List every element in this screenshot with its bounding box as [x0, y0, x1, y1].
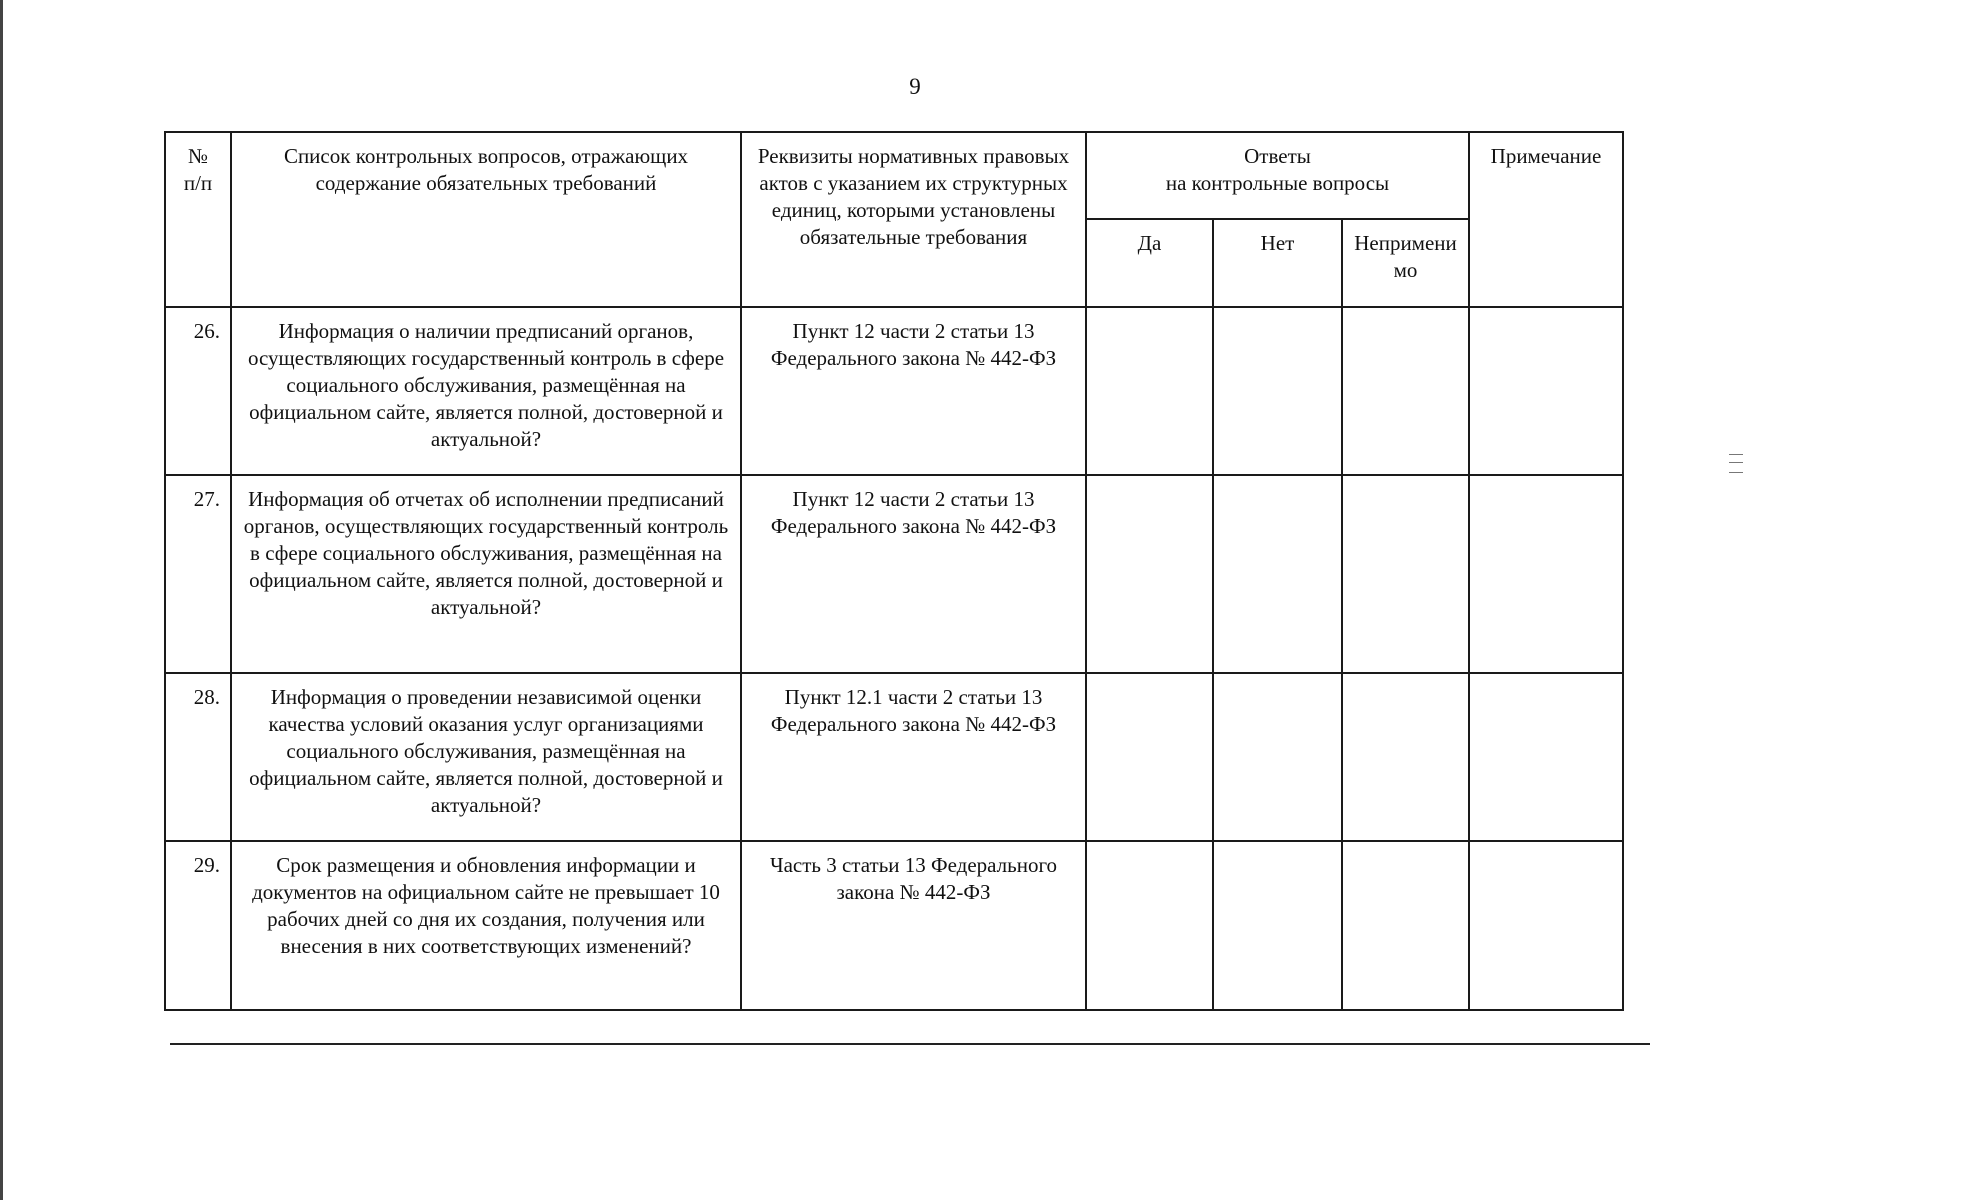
row-requisite: Пункт 12 части 2 статьи 13 Федерального закона № 442-ФЗ [741, 307, 1086, 475]
header-questions: Список контрольных вопросов, отражающих содержание обязательных требований [231, 132, 741, 307]
answer-no-cell[interactable] [1213, 673, 1342, 841]
answer-yes-cell[interactable] [1086, 475, 1213, 673]
row-question: Срок размещения и обновления информации и документов на официальном сайте не превышает 10 рабочих дней со дня их создания, получения или внесения в них соответствующих изменений? [231, 841, 741, 1010]
scan-edge [0, 0, 3, 1200]
answer-na-cell[interactable] [1342, 841, 1469, 1010]
answer-na-cell[interactable] [1342, 475, 1469, 673]
table-row [165, 841, 1623, 1010]
margin-mark [1729, 462, 1743, 463]
table-row [165, 307, 1623, 475]
table-row [165, 673, 1623, 841]
header-requisites: Реквизиты нормативных правовых актов с указанием их структурных единиц, которыми установлены обязательные требования [741, 132, 1086, 307]
note-cell[interactable] [1469, 475, 1623, 673]
answer-yes-cell[interactable] [1086, 673, 1213, 841]
table-header-row [165, 132, 1623, 219]
header-answer-yes: Да [1086, 219, 1213, 307]
header-answer-no: Нет [1213, 219, 1342, 307]
checklist-table [164, 131, 1624, 1011]
row-question: Информация об отчетах об исполнении предписаний органов, осуществляющих государственный контроль в сфере социального обслуживания, размещённая на официальном сайте, является полной, достоверной и актуальной? [231, 475, 741, 673]
row-requisite: Пункт 12.1 части 2 статьи 13 Федерального закона № 442-ФЗ [741, 673, 1086, 841]
table-row [165, 475, 1623, 673]
note-cell[interactable] [1469, 841, 1623, 1010]
header-note: Примечание [1469, 132, 1623, 307]
answer-no-cell[interactable] [1213, 475, 1342, 673]
note-cell[interactable] [1469, 307, 1623, 475]
margin-mark [1729, 472, 1743, 473]
answer-yes-cell[interactable] [1086, 841, 1213, 1010]
row-requisite: Пункт 12 части 2 статьи 13 Федерального закона № 442-ФЗ [741, 475, 1086, 673]
answer-na-cell[interactable] [1342, 307, 1469, 475]
row-question: Информация о наличии предписаний органов, осуществляющих государственный контроль в сфере социального обслуживания, размещённая на официальном сайте, является полной, достоверной и актуальной? [231, 307, 741, 475]
margin-mark [1729, 454, 1743, 455]
row-number: 26. [165, 307, 231, 475]
answer-no-cell[interactable] [1213, 841, 1342, 1010]
page-number: 9 [909, 74, 921, 99]
row-question: Информация о проведении независимой оценки качества условий оказания услуг организациями социального обслуживания, размещённая на официальном сайте, является полной, достоверной и актуальной? [231, 673, 741, 841]
header-num: № п/п [165, 132, 231, 307]
row-number: 29. [165, 841, 231, 1010]
answer-yes-cell[interactable] [1086, 307, 1213, 475]
row-number: 27. [165, 475, 231, 673]
header-answer-na: Неприменимо [1342, 219, 1469, 307]
answer-no-cell[interactable] [1213, 307, 1342, 475]
row-requisite: Часть 3 статьи 13 Федерального закона № 442-ФЗ [741, 841, 1086, 1010]
answer-na-cell[interactable] [1342, 673, 1469, 841]
header-answers: Ответы на контрольные вопросы [1086, 132, 1469, 219]
row-number: 28. [165, 673, 231, 841]
note-cell[interactable] [1469, 673, 1623, 841]
footer-rule [170, 1043, 1650, 1045]
